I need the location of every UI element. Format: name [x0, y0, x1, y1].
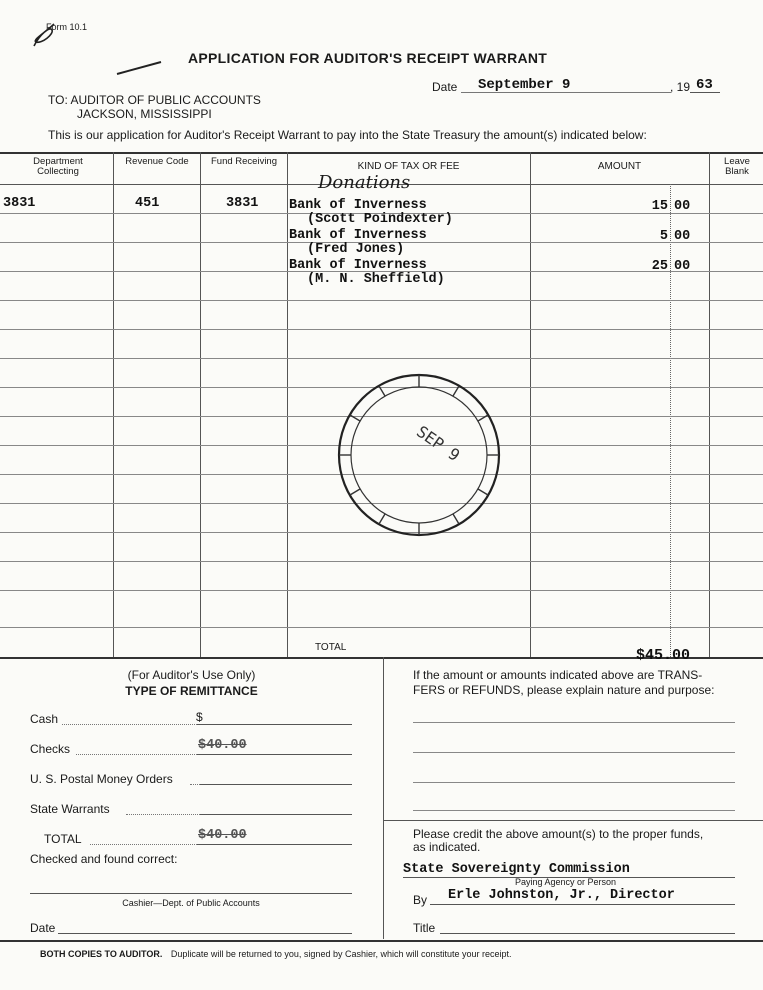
paying-agency-label: Paying Agency or Person	[515, 877, 617, 887]
footer-bold: BOTH COPIES TO AUDITOR.	[40, 949, 163, 959]
col-amount-header: AMOUNT	[597, 161, 642, 172]
signer: Erle Johnston, Jr., Director	[448, 888, 675, 903]
auditor-heading: (For Auditor's Use Only)	[127, 668, 256, 682]
line-item-1-name: Bank of Inverness	[289, 198, 427, 213]
auditor-date-label: Date	[30, 921, 56, 935]
date-label: Date	[432, 80, 458, 94]
total-value: $45.00	[636, 647, 691, 664]
footer-text	[40, 949, 512, 959]
form-number: Form 10.1	[46, 22, 88, 32]
remittance-heading: TYPE OF REMITTANCE	[125, 684, 258, 698]
col-revenue-header: Revenue Code	[125, 156, 189, 167]
revenue-value: 451	[135, 196, 160, 211]
stamp-date: SEP 9	[413, 421, 464, 466]
credit-text-2: as indicated.	[413, 840, 481, 854]
total-label: TOTAL	[315, 642, 347, 653]
line-item-2-name: Bank of Inverness	[289, 228, 427, 243]
checks-label: Checks	[30, 742, 71, 756]
handwritten-mark-icon	[28, 20, 58, 50]
intro-text: This is our application for Auditor's Receipt Warrant to pay into the State Treasury the amount(s) indicated below:	[48, 128, 647, 142]
line-item-1-dollars: 15	[651, 199, 668, 214]
transfers-text-2: FERS or REFUNDS, please explain nature and purpose:	[413, 683, 715, 697]
line-item-3-dollars: 25	[651, 259, 668, 274]
col-dept-header: Department Collecting	[33, 156, 83, 177]
year-prefix: , 19	[670, 80, 691, 94]
to-line-1: TO: AUDITOR OF PUBLIC ACCOUNTS	[48, 93, 261, 107]
line-item-1-cents: 00	[674, 199, 691, 214]
line-item-3-person: (M. N. Sheffield)	[307, 272, 445, 287]
line-item-2-cents: 00	[674, 229, 691, 244]
auditor-total-label: TOTAL	[44, 832, 82, 846]
fund-value: 3831	[226, 196, 259, 211]
kind-handwritten: Donations	[318, 172, 411, 193]
checks-value: $40.00	[198, 738, 247, 753]
date-value: September 9	[478, 77, 571, 93]
col-fund-header: Fund Receiving	[210, 156, 277, 167]
auditor-total-value: $40.00	[198, 828, 247, 843]
line-item-2-dollars: 5	[659, 229, 668, 244]
col-leave-header: Leave Blank	[724, 156, 750, 177]
cash-label: Cash	[30, 712, 59, 726]
transfers-text-1: If the amount or amounts indicated above are TRANS-	[413, 668, 703, 682]
col-kind-header: KIND OF TAX OR FEE	[357, 161, 460, 172]
by-label: By	[413, 893, 428, 907]
cashier-label: Cashier—Dept. of Public Accounts	[122, 898, 260, 908]
cash-value: $	[196, 710, 203, 724]
paying-agency: State Sovereignty Commission	[403, 862, 630, 877]
postal-label: U. S. Postal Money Orders	[30, 772, 173, 786]
credit-text-1: Please credit the above amount(s) to the proper funds,	[413, 827, 704, 841]
to-line-2: JACKSON, MISSISSIPPI	[77, 107, 212, 121]
footer-note: Duplicate will be returned to you, signed by Cashier, which will constitute your receipt.	[170, 949, 512, 959]
line-item-3-name: Bank of Inverness	[289, 258, 427, 273]
line-item-2-person: (Fred Jones)	[307, 242, 405, 257]
title-label: Title	[413, 921, 436, 935]
pen-stroke-icon	[115, 58, 165, 78]
checked-label: Checked and found correct:	[30, 852, 178, 866]
warrants-label: State Warrants	[30, 802, 110, 816]
dept-value: 3831	[3, 196, 36, 211]
line-item-1-person: (Scott Poindexter)	[307, 212, 453, 227]
line-item-3-cents: 00	[674, 259, 691, 274]
year-value: 63	[696, 77, 713, 93]
received-stamp	[334, 370, 504, 540]
form-title: APPLICATION FOR AUDITOR'S RECEIPT WARRANT	[188, 50, 548, 66]
